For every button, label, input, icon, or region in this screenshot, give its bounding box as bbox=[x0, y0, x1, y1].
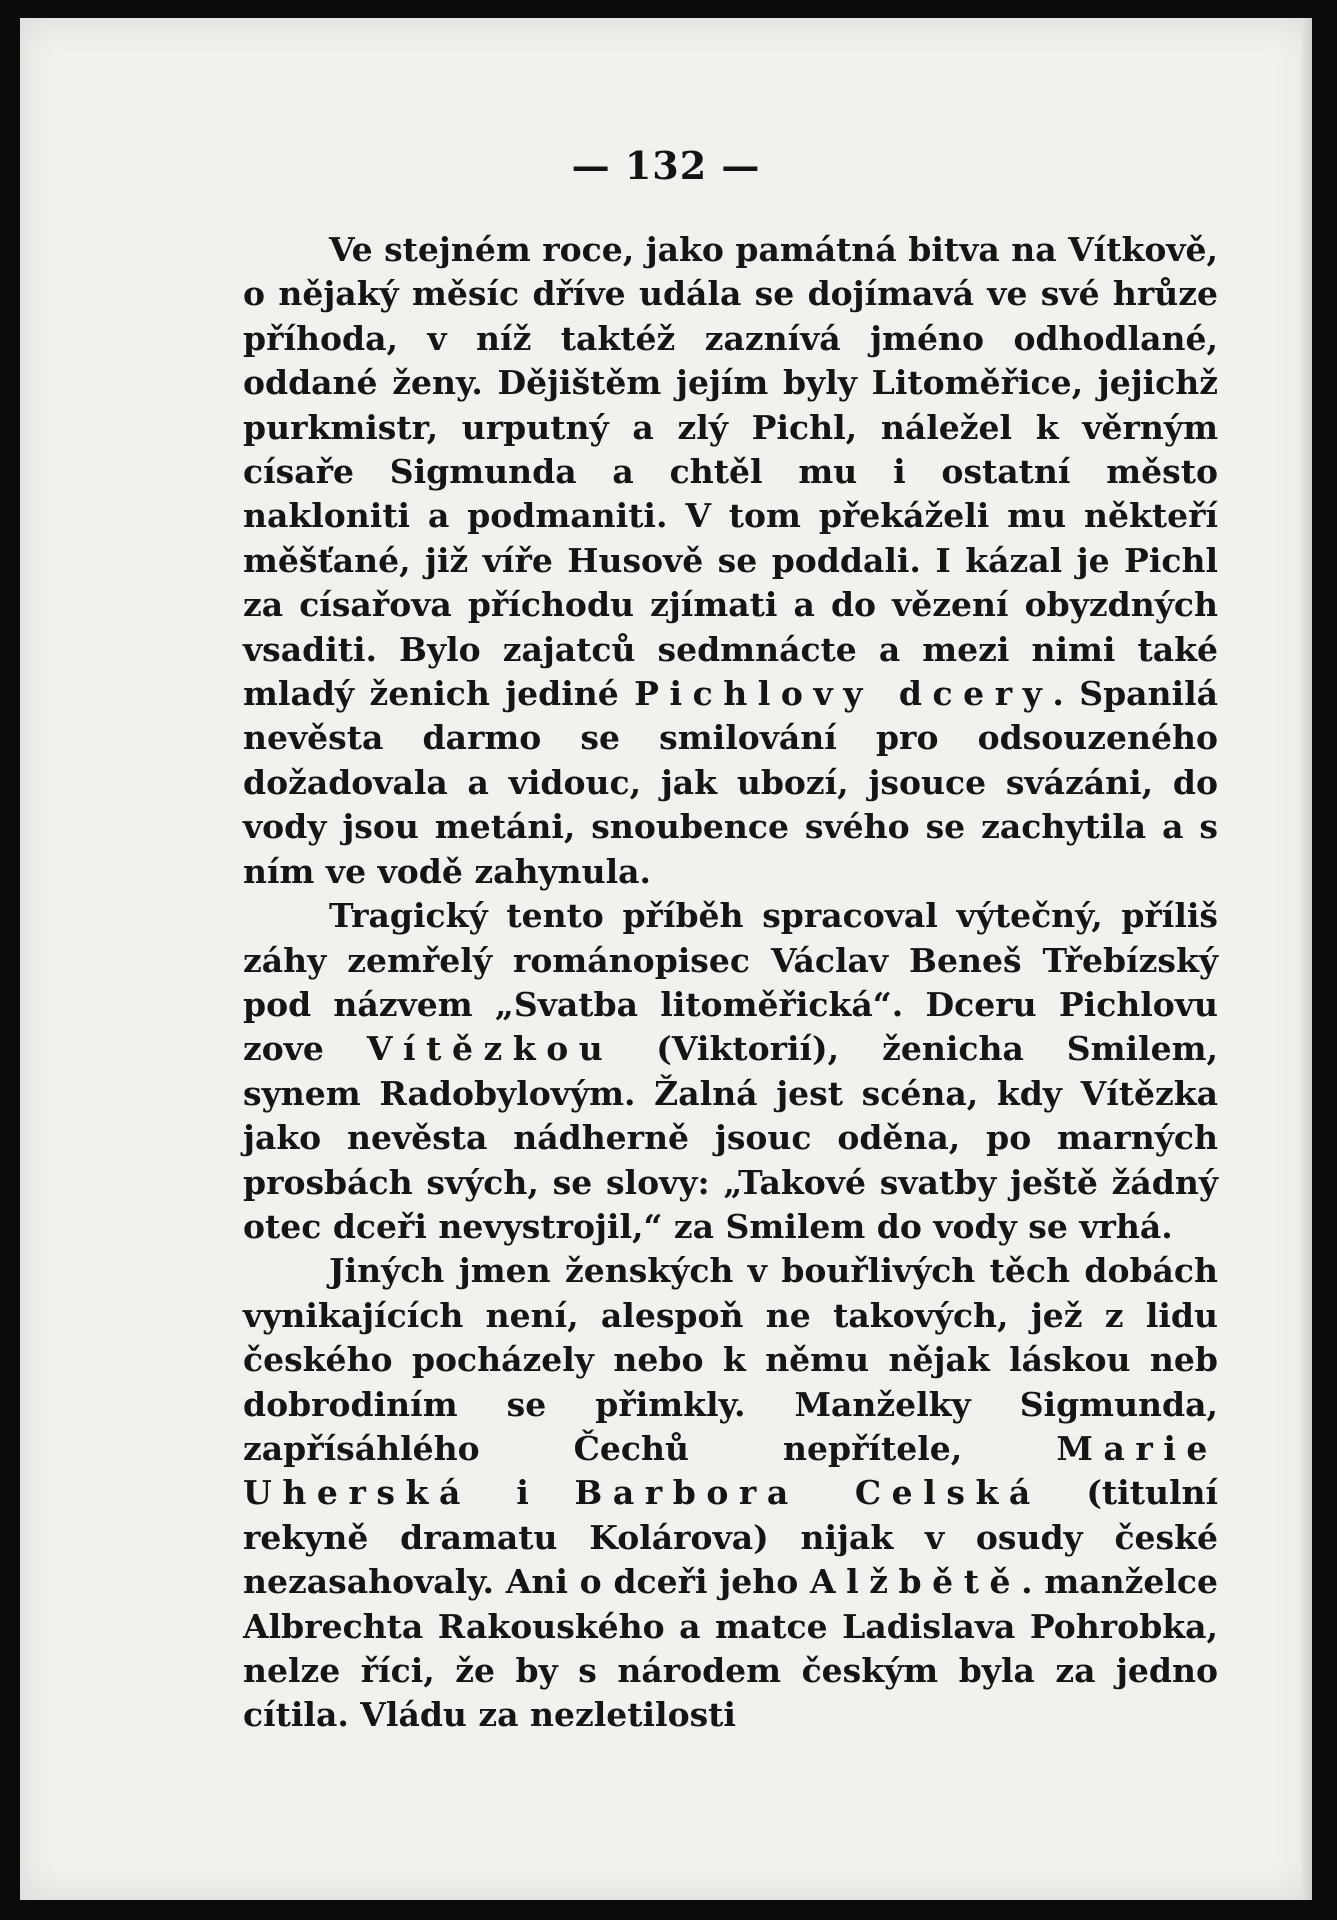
page-edge bbox=[1302, 18, 1312, 1900]
text-segment: . Spanilá nevěsta darmo se smilování pro odsouzeného dožadovala a vidouc, jak ubozí, jsouce svázáni, do vody jsou metáni, snoubence svého se zachytila a s ním ve vodě zahynula. bbox=[243, 674, 1218, 891]
paragraph-1 bbox=[243, 228, 1218, 894]
page-number: — 132 — bbox=[571, 143, 761, 188]
text-segment: . manželce Albrechta Rakouského a matce Ladislava Pohrobka, nelze říci, že by s národem českým byla za jedno cítila. Vládu za nezletilosti bbox=[243, 1562, 1218, 1735]
emphasized-name: Barbora Celská bbox=[574, 1473, 1041, 1513]
emphasized-name: Vítězkou bbox=[366, 1029, 614, 1069]
body-text bbox=[243, 228, 1218, 1738]
emphasized-name: Marie Uherská bbox=[243, 1428, 1218, 1513]
text-segment: (Viktorií), ženicha Smilem, synem Radobylovým. Žalná jest scéna, kdy Vítězka jako nevěsta nádherně jsouc oděna, po marných prosbách svých, se slovy: „Takové svatby ještě žádný otec dceři nevystrojil,“ za Smilem do vody se vrhá. bbox=[243, 1029, 1218, 1246]
text-segment: Tragický tento příběh spracoval výtečný, příliš záhy zemřelý románopisec Václav Beneš Třebízský pod názvem „Svatba litoměřická“. Dceru Pichlovu zove bbox=[243, 896, 1218, 1069]
text-segment: Jiných jmen ženských v bouřlivých těch dobách vynikajících není, alespoň ne takových, jež z lidu českého pocházely nebo k němu nějak láskou neb dobrodiním se přimkly. Manželky Sigmunda, zapřísáhlého Čechů nepřítele, bbox=[243, 1251, 1218, 1468]
book-page bbox=[20, 18, 1312, 1900]
paragraph-2 bbox=[243, 894, 1218, 1249]
text-segment: (titulní rekyně dramatu Kolárova) nijak v osudy české nezasahovaly. Ani o dceři jeho bbox=[243, 1473, 1219, 1602]
text-segment: Ve stejném roce, jako památná bitva na Vítkově, o nějaký měsíc dříve udála se dojímavá ve své hrůze příhoda, v níž taktéž zaznívá jméno odhodlané, oddané ženy. Dějištěm jejím byly Litoměřice, jejichž purkmistr, urputný a zlý Pichl, náležel k věrným císaře Sigmunda a chtěl mu i ostatní město nakloniti a podmaniti. V tom překáželi mu někteří měšťané, již víře Husově se poddali. I kázal je Pichl za císařova příchodu zjímati a do vězení obyzdných vsaditi. Bylo zajatců sedmnácte a mezi nimi také mladý ženich jediné bbox=[243, 230, 1218, 714]
emphasized-name: Alžbětě bbox=[809, 1562, 1022, 1602]
paragraph-3 bbox=[243, 1249, 1218, 1737]
text-segment: i bbox=[470, 1473, 575, 1513]
emphasized-name: Pichlovy dcery bbox=[634, 674, 1053, 714]
